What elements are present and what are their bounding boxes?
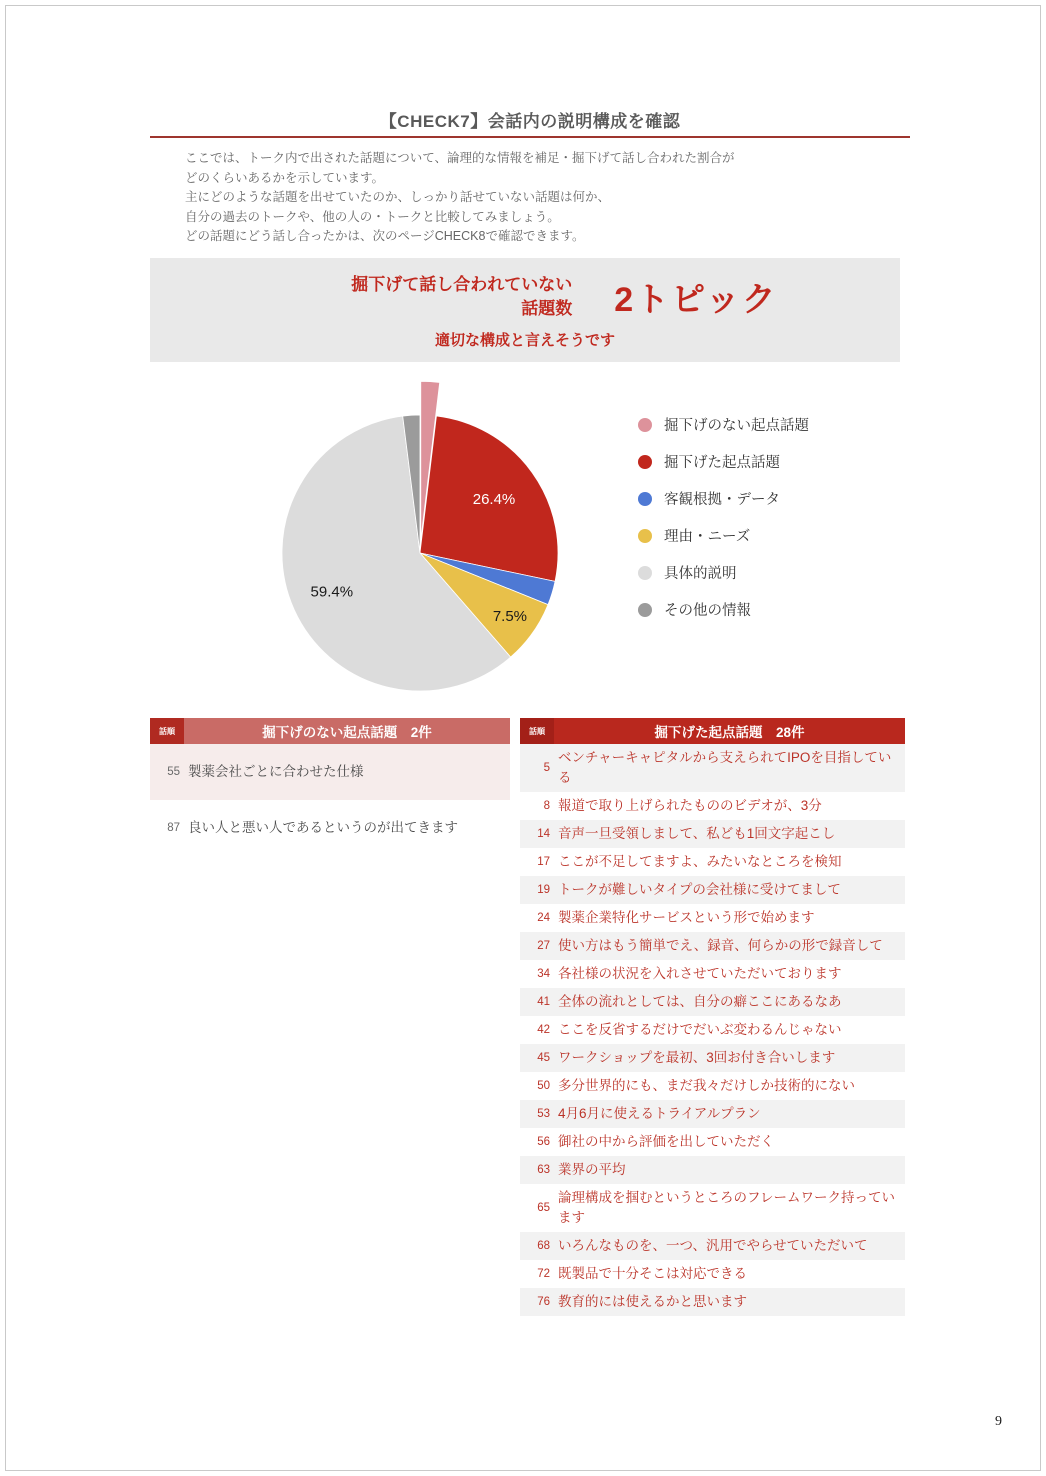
- summary-label-line2: 話題数: [521, 298, 573, 318]
- row-topic-text: 製薬企業特化サービスという形で始めます: [558, 910, 815, 925]
- legend-label: 具体的説明: [664, 566, 737, 582]
- table-drilled-header: [520, 718, 905, 744]
- table-row: [520, 876, 905, 904]
- legend-item: [638, 601, 809, 621]
- row-topic-text: ここが不足してますよ、みたいなところを検知: [558, 854, 842, 869]
- row-topic-order: 42: [537, 1024, 550, 1036]
- row-topic-order: 27: [537, 940, 550, 952]
- table-drilled-topics: [520, 718, 905, 1316]
- table-row: [520, 744, 905, 792]
- legend-item: [638, 490, 809, 510]
- summary-note: 適切な構成と言えそうです: [434, 332, 615, 349]
- row-topic-text: 教育的には使えるかと思います: [558, 1294, 747, 1309]
- row-topic-order: 34: [537, 968, 550, 980]
- table-row: [520, 1016, 905, 1044]
- row-topic-order: 76: [537, 1296, 550, 1308]
- table-row: [520, 1232, 905, 1260]
- row-topic-text: ベンチャーキャピタルから支えられてIPOを目指している: [558, 750, 892, 785]
- row-topic-text: 製薬会社ごとに合わせた仕様: [188, 764, 364, 779]
- table-row: [150, 800, 510, 856]
- intro-paragraph: [185, 149, 885, 247]
- row-topic-text: 全体の流れとしては、自分の癖ここにあるなあ: [558, 994, 842, 1009]
- pie-chart: [266, 399, 574, 707]
- table-row: [520, 932, 905, 960]
- intro-line: ここでは、トーク内で出された話題について、論理的な情報を補足・掘下げて話し合われた割合が: [185, 151, 735, 165]
- pie-slice-percentage-label: 26.4%: [472, 490, 516, 508]
- row-topic-text: 既製品で十分そこは対応できる: [558, 1266, 747, 1281]
- table-row: [520, 1128, 905, 1156]
- order-column-label: 話順: [150, 718, 184, 744]
- row-topic-order: 8: [543, 800, 550, 812]
- row-topic-order: 63: [537, 1164, 550, 1176]
- row-topic-text: 多分世界的にも、まだ我々だけしか技術的にない: [558, 1078, 855, 1093]
- legend-color-dot-icon: [638, 566, 652, 580]
- legend-label: 理由・ニーズ: [664, 529, 751, 545]
- title-underline: [150, 136, 910, 138]
- summary-label: [272, 273, 572, 321]
- row-topic-text: 4月6月に使えるトライアルプラン: [558, 1106, 761, 1121]
- legend-color-dot-icon: [638, 418, 652, 432]
- legend-color-dot-icon: [638, 603, 652, 617]
- intro-line: どの話題にどう話し合ったかは、次のページCHECK8で確認できます。: [185, 229, 585, 243]
- legend-color-dot-icon: [638, 455, 652, 469]
- row-topic-order: 24: [537, 912, 550, 924]
- row-topic-order: 41: [537, 996, 550, 1008]
- row-topic-order: 17: [537, 856, 550, 868]
- row-topic-order: 14: [537, 828, 550, 840]
- row-topic-order: 5: [543, 762, 550, 774]
- page-number: 9: [995, 1414, 1002, 1429]
- legend-item: [638, 564, 809, 584]
- intro-line: 自分の過去のトークや、他の人の・トークと比較してみましょう。: [185, 209, 560, 224]
- table-row: [520, 1044, 905, 1072]
- summary-label-line1: 掘下げて話し合われていない: [351, 274, 573, 294]
- table-drilled-body: [520, 744, 905, 1316]
- row-topic-order: 53: [537, 1108, 550, 1120]
- table-row: [520, 848, 905, 876]
- legend-item: [638, 416, 809, 436]
- legend-label: その他の情報: [664, 603, 751, 619]
- table-row: [150, 744, 510, 800]
- table-row: [520, 1288, 905, 1316]
- table-undrilled-topics: [150, 718, 510, 1316]
- topic-tables: [150, 718, 905, 1316]
- table-row: [520, 1072, 905, 1100]
- row-topic-order: 55: [167, 766, 180, 778]
- row-topic-text: トークが難しいタイプの会社様に受けてまして: [558, 882, 841, 897]
- legend-item: [638, 527, 809, 547]
- table-row: [520, 820, 905, 848]
- table-row: [520, 988, 905, 1016]
- row-topic-text: ワークショップを最初、3回お付き合いします: [558, 1050, 836, 1065]
- row-topic-text: 良い人と悪い人であるというのが出てきます: [188, 820, 458, 835]
- page-title: 【CHECK7】会話内の説明構成を確認: [379, 112, 681, 131]
- table-row: [520, 1100, 905, 1128]
- table-row: [520, 1260, 905, 1288]
- row-topic-text: 報道で取り上げられたもののビデオが、3分: [558, 798, 822, 813]
- table-undrilled-body: [150, 744, 510, 856]
- table-row: [520, 1184, 905, 1232]
- row-topic-order: 45: [537, 1052, 550, 1064]
- row-topic-order: 68: [537, 1240, 550, 1252]
- row-topic-order: 72: [537, 1268, 550, 1280]
- table-row: [520, 792, 905, 820]
- table-row: [520, 960, 905, 988]
- row-topic-order: 19: [537, 884, 550, 896]
- legend-color-dot-icon: [638, 492, 652, 506]
- table-row: [520, 904, 905, 932]
- summary-value: 2トピック: [614, 281, 778, 319]
- legend-label: 掘下げた起点話題: [664, 455, 780, 471]
- row-topic-text: いろんなものを、一つ、汎用でやらせていただいて: [558, 1238, 868, 1253]
- row-topic-text: 業界の平均: [558, 1162, 626, 1177]
- row-topic-text: 各社様の状況を入れさせていただいております: [558, 966, 842, 981]
- pie-slice-percentage-label: 59.4%: [310, 583, 354, 601]
- row-topic-order: 65: [537, 1202, 550, 1214]
- intro-line: どのくらいあるかを示しています。: [185, 170, 385, 185]
- pie-slice-percentage-label: 7.5%: [492, 608, 528, 626]
- legend-color-dot-icon: [638, 529, 652, 543]
- row-topic-order: 87: [167, 822, 180, 834]
- legend-label: 掘下げのない起点話題: [664, 418, 809, 434]
- row-topic-text: 音声一旦受領しまして、私ども1回文字起こし: [558, 826, 836, 841]
- order-column-label: 話順: [520, 718, 554, 744]
- row-topic-order: 56: [537, 1136, 550, 1148]
- table-drilled-title: 掘下げた起点話題 28件: [554, 718, 905, 744]
- chart-legend: [638, 416, 809, 621]
- table-row: [520, 1156, 905, 1184]
- table-undrilled-header: [150, 718, 510, 744]
- row-topic-text: 論理構成を掴むというところのフレームワーク持っています: [558, 1190, 895, 1225]
- table-undrilled-title: 掘下げのない起点話題 2件: [184, 718, 510, 744]
- row-topic-text: 御社の中から評価を出していただく: [558, 1134, 774, 1149]
- row-topic-text: 使い方はもう簡単でえ、録音、何らかの形で録音して: [558, 938, 883, 953]
- summary-box: [150, 258, 900, 362]
- intro-line: 主にどのような話題を出せていたのか、しっかり話せていない話題は何か、: [185, 190, 611, 204]
- row-topic-order: 50: [537, 1080, 550, 1092]
- legend-item: [638, 453, 809, 473]
- legend-label: 客観根拠・データ: [664, 492, 780, 508]
- row-topic-text: ここを反省するだけでだいぶ変わるんじゃない: [558, 1022, 842, 1037]
